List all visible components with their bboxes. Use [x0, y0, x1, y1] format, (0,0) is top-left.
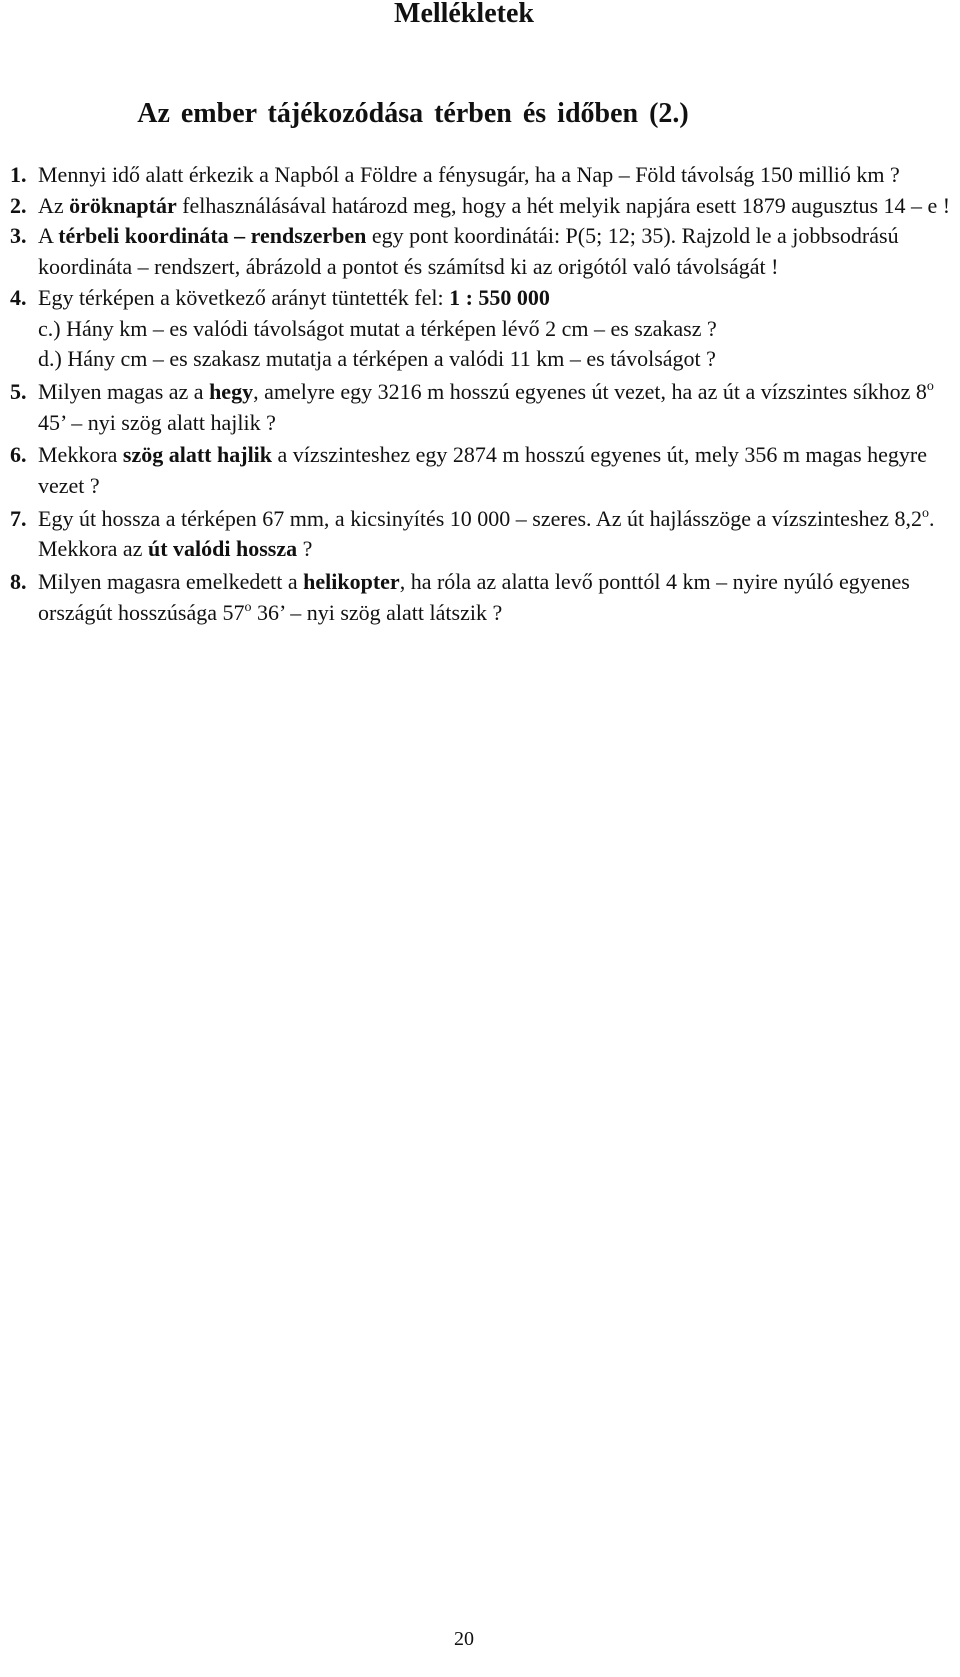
question-text: Az	[38, 192, 64, 218]
emphasis: helikopter	[303, 569, 400, 595]
question-3	[10, 221, 955, 282]
question-text: Egy út hossza a térképen 67 mm, a kicsinyítés 10 000 – szeres. Az út hajlásszöge a vízszinteshez 8,2	[38, 505, 923, 531]
question-4	[10, 283, 955, 314]
question-list	[10, 160, 955, 629]
question-text: felhasználásával határozd meg, hogy a hét melyik napjára esett 1879 augusztus 14 – e !	[182, 192, 951, 218]
question-number: 1.	[10, 162, 27, 187]
degree-symbol: o	[244, 599, 252, 615]
emphasis: szög alatt hajlik	[122, 442, 273, 468]
question-2	[10, 191, 955, 222]
question-text: , amelyre egy 3216 m hosszú egyenes út vezet, ha az út a vízszintes síkhoz 8	[253, 378, 927, 404]
subquestion-d: d.) Hány cm – es szakasz mutatja a térképen a valódi 11 km – es távolságot ?	[38, 346, 716, 372]
question-number: 5.	[10, 378, 27, 404]
question-text: a vízszinteshez egy 2874 m hosszú egyenes út, mely 356 m magas hegyre vezet ?	[38, 442, 927, 499]
question-text: Milyen magasra emelkedett a	[38, 569, 298, 595]
question-text: 45’ – nyi szög alatt hajlik ?	[38, 409, 276, 435]
question-text: A	[38, 223, 53, 249]
emphasis: térbeli koordináta – rendszerben	[58, 223, 367, 249]
question-number: 6.	[10, 442, 27, 468]
question-text: 36’ – nyi szög alatt látszik ?	[257, 599, 503, 625]
emphasis: öröknaptár	[69, 192, 177, 218]
question-5	[10, 377, 955, 438]
question-6	[10, 440, 955, 501]
page-number: 20	[454, 1628, 474, 1650]
emphasis: út valódi hossza	[147, 536, 298, 562]
question-text: . Mekkora az	[38, 505, 935, 562]
question-number: 2.	[10, 192, 27, 218]
question-text: ?	[302, 536, 313, 562]
question-7	[10, 504, 955, 565]
map-scale: 1 : 550 000	[449, 284, 550, 310]
question-text: egy pont koordinátái: P(5; 12; 35). Rajzold le a jobbsodrású koordináta – rendszert, ábrázold a pontot és számítsd ki az origótól való távolságát !	[38, 223, 899, 280]
question-text: Mennyi idő alatt érkezik a Napból a Földre a fénysugár, ha a Nap – Föld távolság 150 millió km ?	[38, 162, 900, 187]
topic-title: Az ember tájékozódása térben és időben (2.)	[137, 98, 689, 129]
question-number: 8.	[10, 569, 27, 595]
question-number: 7.	[10, 505, 27, 531]
question-text: , ha róla az alatta levő ponttól 4 km – nyire nyúló egyenes országút hosszúsága 57	[38, 569, 910, 625]
question-text: Milyen magas az a	[38, 378, 204, 404]
question-number: 3.	[10, 223, 27, 249]
degree-symbol: o	[922, 505, 930, 521]
question-text: Egy térképen a következő arányt tüntették fel:	[38, 284, 444, 310]
page-heading: Mellékletek	[394, 0, 534, 29]
degree-symbol: o	[926, 378, 934, 394]
subquestion-c: c.) Hány km – es valódi távolságot mutat a térképen lévő 2 cm – es szakasz ?	[38, 315, 717, 341]
question-1	[10, 160, 955, 191]
question-number: 4.	[10, 284, 27, 310]
question-8	[10, 567, 955, 628]
emphasis: hegy	[209, 378, 254, 404]
question-text: Mekkora	[38, 442, 118, 468]
